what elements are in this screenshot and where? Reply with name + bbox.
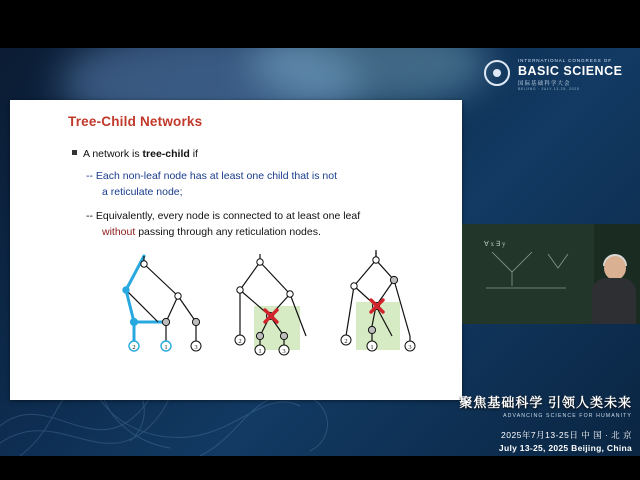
chalkboard	[462, 224, 594, 324]
speaker-camera-inset[interactable]	[462, 224, 640, 324]
svg-text:2: 2	[344, 338, 348, 345]
brand-date-en: July 13-25, 2025 Beijing, China	[498, 443, 632, 453]
letterbox-top	[0, 0, 640, 48]
svg-text:3: 3	[194, 344, 198, 351]
slide-sub-2-emphasis: without	[102, 226, 136, 238]
svg-text:3: 3	[408, 344, 412, 351]
svg-text:1: 1	[370, 344, 374, 351]
speaker-body	[592, 278, 636, 324]
video-content[interactable]	[0, 48, 640, 456]
congress-logo	[484, 58, 634, 96]
event-branding	[456, 392, 632, 453]
logo-line-top: INTERNATIONAL CONGRESS OF	[518, 58, 612, 63]
figure-violation-right	[332, 250, 426, 366]
svg-text:2: 2	[132, 344, 136, 351]
figure-violation-left	[226, 250, 320, 366]
brand-slogan-cn: 聚焦基础科学 引领人类未来	[459, 395, 632, 410]
svg-text:1: 1	[164, 344, 168, 351]
presentation-slide	[10, 100, 462, 400]
svg-text:3: 3	[282, 348, 286, 355]
chalkboard-writing: ∀ x ∃ y	[484, 240, 506, 248]
slide-title: Tree-Child Networks	[68, 114, 203, 129]
slide-sub-1-line-1: -- Each non-leaf node has at least one child that is not	[86, 170, 337, 182]
slide-bullet-1	[72, 148, 198, 160]
speaker-figure	[592, 250, 638, 324]
logo-line-chinese: 国际基础科学大会	[518, 81, 571, 87]
bullet-1-suffix: if	[189, 148, 198, 160]
bullet-1-prefix: A network is	[83, 148, 143, 160]
letterbox-bottom	[0, 456, 640, 480]
logo-line-bottom: BEIJING · JULY 13-25, 2025	[518, 87, 580, 91]
slide-sub-2-line-1: -- Equivalently, every node is connected to at least one leaf	[86, 210, 361, 222]
figure-tree-child-example	[114, 250, 210, 366]
brand-slogan-en: ADVANCING SCIENCE FOR HUMANITY	[503, 413, 632, 419]
slide-sub-1-line-2: a reticulate node;	[102, 186, 183, 198]
svg-text:2: 2	[238, 338, 242, 345]
bullet-1-bold: tree-child	[142, 148, 190, 160]
speaker-head	[604, 256, 626, 280]
logo-line-main: BASIC SCIENCE	[518, 64, 623, 78]
brand-date-cn: 2025年7月13-25日 中 国 · 北 京	[500, 430, 632, 440]
logo-mark-icon	[484, 60, 510, 86]
slide-sub-2-rest: passing through any reticulation nodes.	[135, 226, 321, 238]
slide-sub-2-line-2	[102, 226, 321, 238]
bullet-square-icon	[72, 150, 77, 155]
svg-text:1: 1	[258, 348, 262, 355]
chalkboard-sketch	[462, 224, 594, 324]
